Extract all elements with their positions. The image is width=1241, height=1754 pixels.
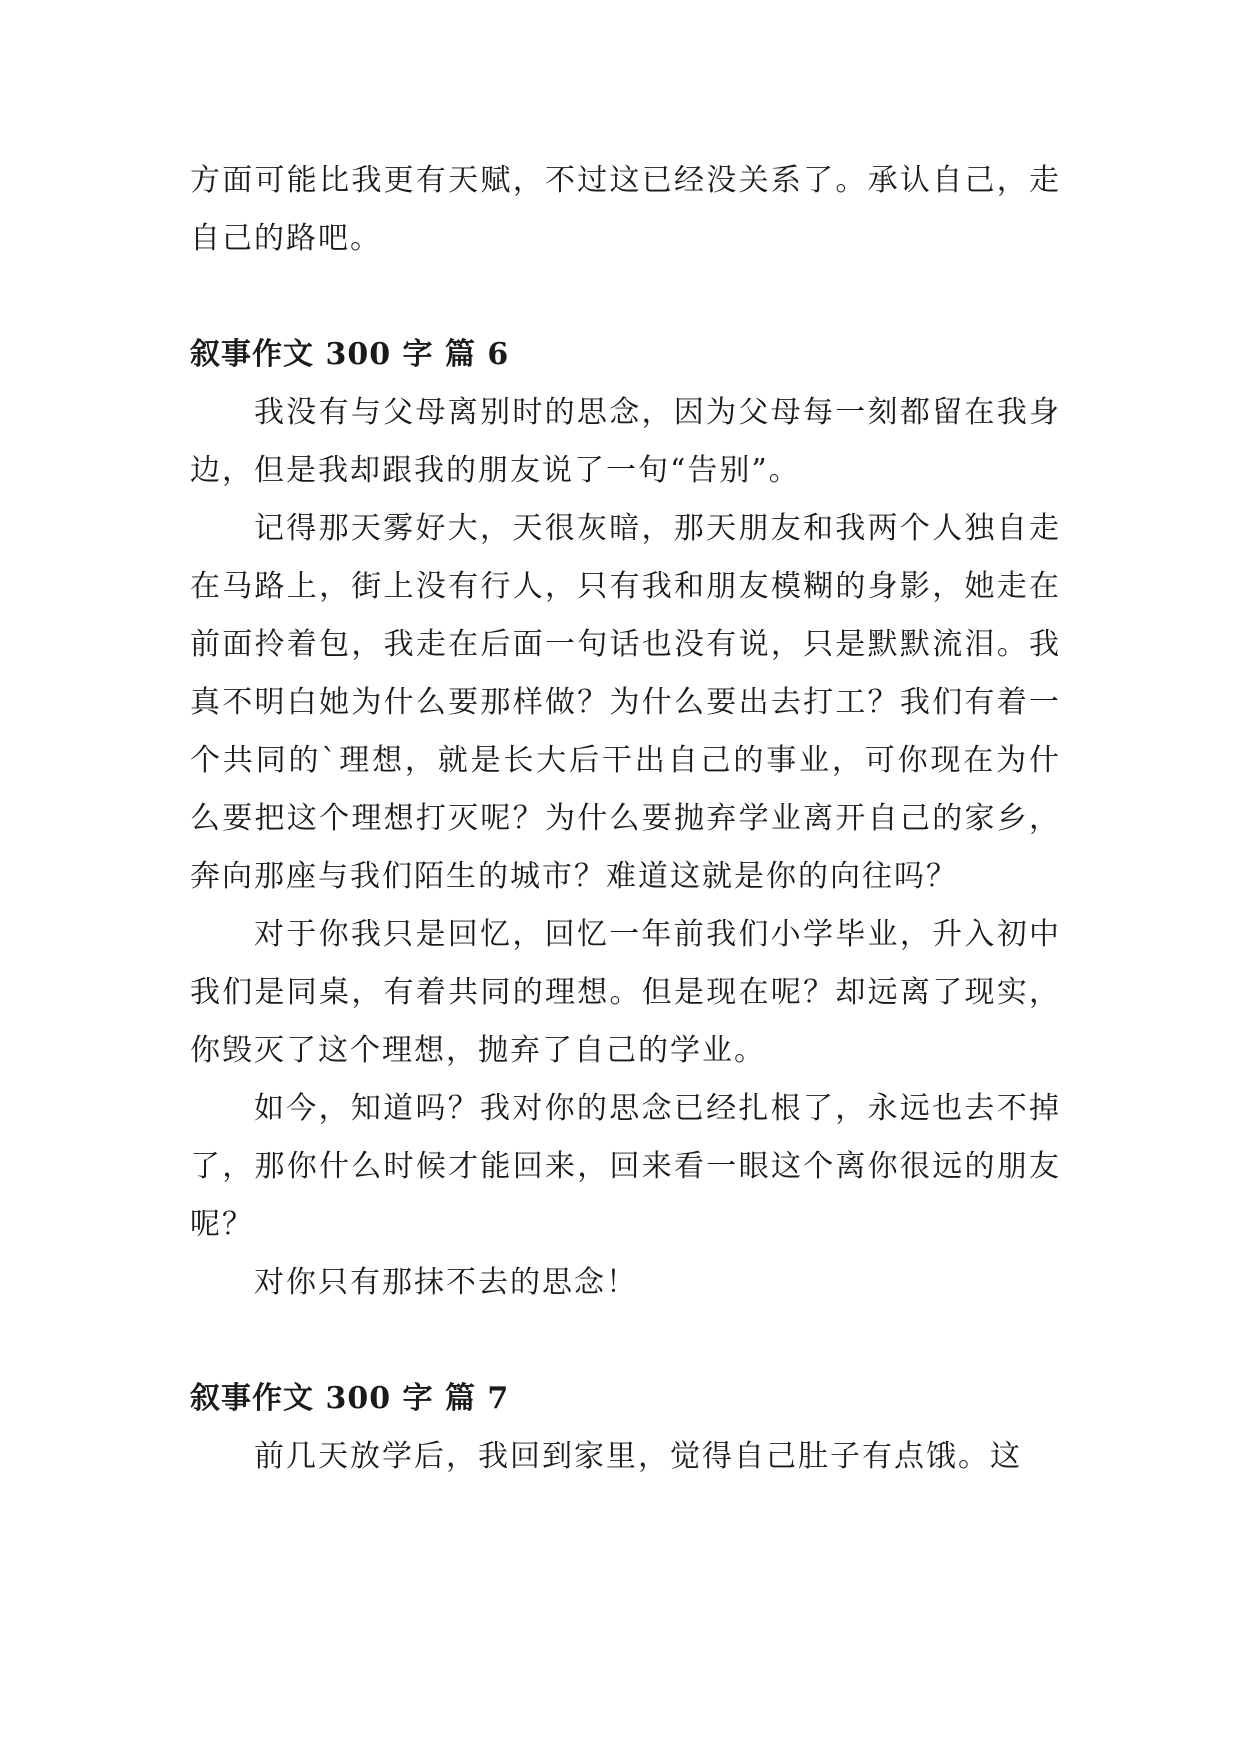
- section-7-paragraph-1: 前几天放学后，我回到家里，觉得自己肚子有点饿。这: [254, 1439, 1022, 1474]
- section-6-paragraph-3: 对于你我只是回忆，回忆一年前我们小学毕业，升入初中我们是同桌，有着共同的理想。但是现在呢？却远离了现实，你毁灭了这个理想，抛弃了自己的学业。: [190, 917, 1061, 1068]
- section-6-paragraph-5: 对你只有那抹不去的思念！: [254, 1265, 638, 1300]
- lead-paragraph: 方面可能比我更有天赋，不过这已经没关系了。承认自己，走自己的路吧。: [190, 163, 1061, 256]
- section-6-paragraph-2: 记得那天雾好大，天很灰暗，那天朋友和我两个人独自走在马路上，街上没有行人，只有我和朋友模糊的身影，她走在前面拎着包，我走在后面一句话也没有说，只是默默流泪。我真不明白她为什么要那样做？为什么要出去打工？我们有着一个共同的`理想，就是长大后干出自己的事业，可你现在为什么要把这个理想打灭呢？为什么要抛弃学业离开自己的家乡，奔向那座与我们陌生的城市？难道这就是你的向往吗？: [190, 511, 1061, 894]
- section-6-paragraph-4: 如今，知道吗？我对你的思念已经扎根了，永远也去不掉了，那你什么时候才能回来，回来看一眼这个离你很远的朋友呢？: [190, 1091, 1061, 1242]
- section-7-title: 叙事作文 300 字 篇 7: [190, 1381, 510, 1416]
- section-6-title: 叙事作文 300 字 篇 6: [190, 337, 510, 372]
- section-6-paragraph-1: 我没有与父母离别时的思念，因为父母每一刻都留在我身边，但是我却跟我的朋友说了一句“告别”。: [190, 395, 1061, 488]
